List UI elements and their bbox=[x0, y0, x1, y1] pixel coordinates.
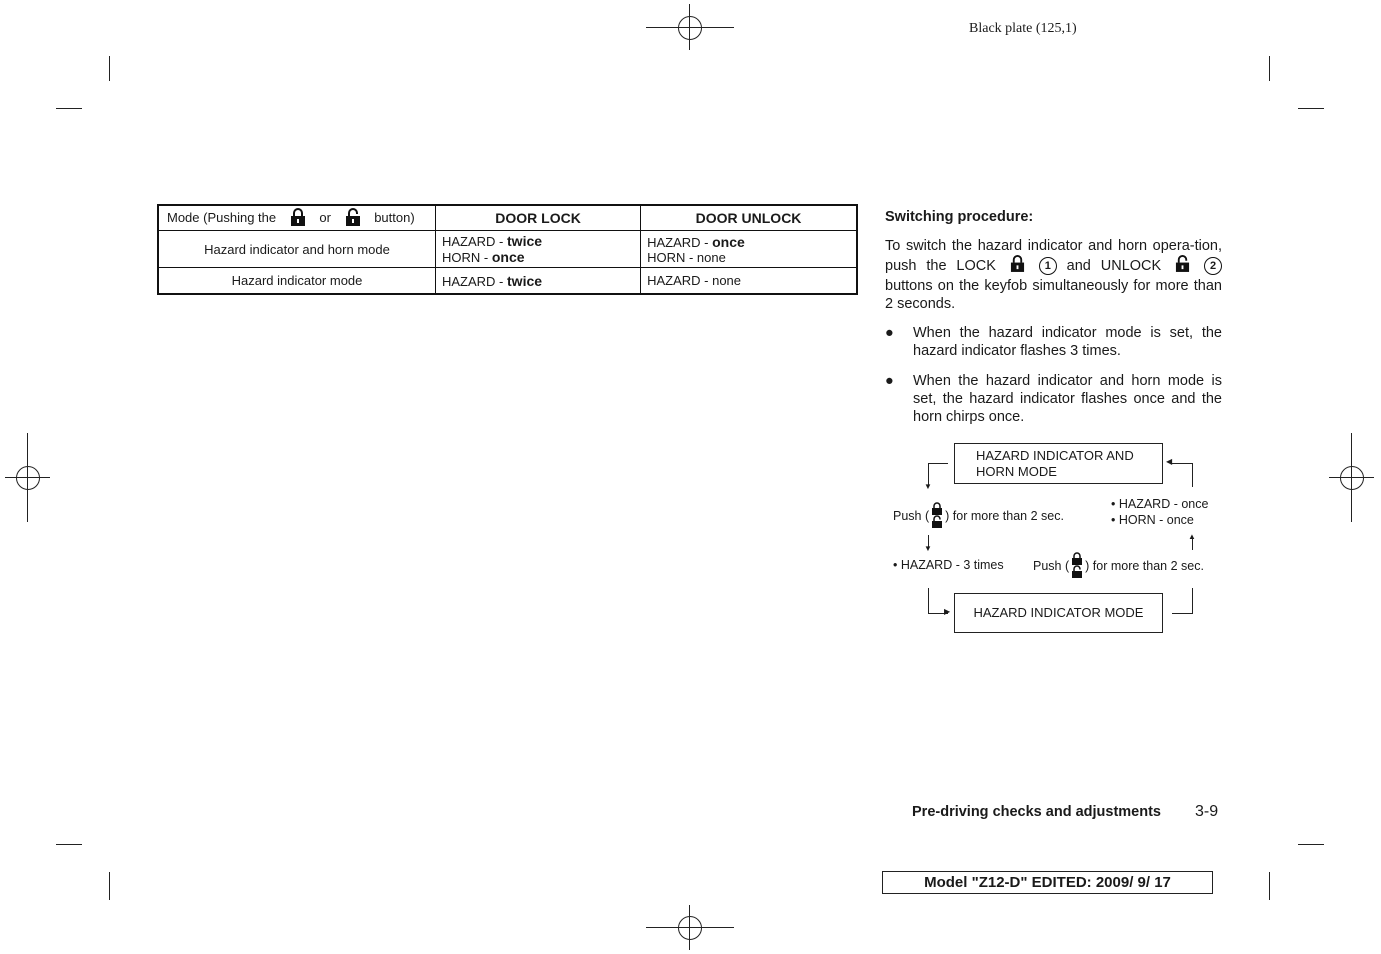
door-lock-header: DOOR LOCK bbox=[436, 205, 641, 231]
unlock-icon bbox=[1175, 255, 1190, 277]
box-label: HAZARD INDICATOR AND bbox=[976, 448, 1134, 463]
push-instruction-right bbox=[1033, 552, 1204, 581]
horn-value: none bbox=[696, 249, 726, 265]
note-hazard-once: • HAZARD - once bbox=[1111, 497, 1209, 511]
bullet-text: When the hazard indicator and horn mode is set, the hazard indicator flashes once and the horn chirps once. bbox=[913, 373, 1222, 425]
lock-cell bbox=[436, 268, 641, 295]
table-header-row bbox=[158, 205, 857, 231]
section-heading: Switching procedure: bbox=[885, 209, 1034, 225]
footer-section-title: Pre-driving checks and adjustments bbox=[912, 804, 1161, 820]
bullet-dot: ● bbox=[885, 373, 894, 389]
box-label: HAZARD INDICATOR MODE bbox=[973, 605, 1144, 620]
note-horn-once: • HORN - once bbox=[1111, 513, 1194, 527]
arrow-right-icon: ▶ bbox=[944, 607, 951, 616]
arrow-up-icon: ▲ bbox=[1188, 532, 1196, 541]
note-hazard-3-times: • HAZARD - 3 times bbox=[893, 558, 1004, 572]
hazard-value: none bbox=[712, 273, 742, 288]
plate-label: Black plate (125,1) bbox=[969, 21, 1077, 36]
arrow-down-icon: ▼ bbox=[924, 482, 932, 491]
hazard-value: twice bbox=[507, 272, 543, 289]
mode-table bbox=[157, 204, 858, 295]
callout-2: 2 bbox=[1204, 257, 1222, 275]
push-text: ) for more than 2 sec. bbox=[945, 508, 1064, 523]
intro-text: buttons on the keyfob simultaneously for more than 2 seconds. bbox=[885, 278, 1222, 312]
unlock-cell bbox=[641, 231, 857, 268]
mode-or: or bbox=[319, 209, 331, 225]
lock-icon bbox=[290, 208, 306, 229]
page-number: 3-9 bbox=[1195, 803, 1219, 820]
box-label: HORN MODE bbox=[976, 464, 1057, 479]
door-unlock-header: DOOR UNLOCK bbox=[641, 205, 857, 231]
hazard-label: HAZARD - bbox=[647, 234, 709, 250]
arrow-down-icon: ▼ bbox=[924, 544, 932, 553]
table-row bbox=[158, 231, 857, 268]
intro-paragraph bbox=[885, 237, 1222, 313]
callout-1: 1 bbox=[1039, 257, 1057, 275]
unlock-cell bbox=[641, 268, 857, 295]
model-edit-line: Model "Z12-D" EDITED: 2009/ 9/ 17 bbox=[882, 871, 1213, 894]
mode-suffix: button) bbox=[374, 209, 415, 225]
hazard-label: HAZARD - bbox=[442, 234, 504, 249]
hazard-label: HAZARD - bbox=[442, 273, 504, 289]
lock-unlock-icon bbox=[931, 502, 943, 531]
push-text: Push ( bbox=[1033, 558, 1070, 573]
mode-prefix: Mode (Pushing the bbox=[167, 209, 277, 225]
horn-value: once bbox=[491, 249, 525, 265]
push-text: Push ( bbox=[893, 508, 930, 523]
switching-procedure bbox=[885, 208, 1222, 438]
list-item bbox=[885, 324, 1222, 360]
bottom-mode-box bbox=[954, 593, 1163, 633]
lock-icon bbox=[1010, 255, 1025, 277]
hazard-value: once bbox=[712, 233, 745, 250]
table-row bbox=[158, 268, 857, 295]
top-mode-box bbox=[954, 443, 1163, 484]
mode-cell: Hazard indicator and horn mode bbox=[158, 231, 436, 268]
mode-cell: Hazard indicator mode bbox=[158, 268, 436, 295]
bullet-dot: ● bbox=[885, 325, 894, 341]
push-text: ) for more than 2 sec. bbox=[1085, 558, 1204, 573]
horn-label: HORN - bbox=[442, 250, 489, 265]
push-instruction-left bbox=[893, 502, 1064, 531]
bullet-text: When the hazard indicator mode is set, the hazard indicator flashes 3 times. bbox=[913, 325, 1222, 359]
mode-column-header bbox=[158, 205, 436, 231]
lock-unlock-icon bbox=[1071, 552, 1083, 581]
lock-cell bbox=[436, 231, 641, 268]
intro-text: and UNLOCK bbox=[1066, 257, 1162, 274]
unlock-icon bbox=[345, 208, 361, 229]
horn-label: HORN - bbox=[647, 249, 694, 265]
hazard-label: HAZARD - bbox=[647, 273, 709, 288]
intro-text: To switch the hazard indicator and horn opera-tion, push the LOCK bbox=[885, 238, 1222, 274]
list-item bbox=[885, 372, 1222, 426]
hazard-value: twice bbox=[507, 233, 543, 249]
arrow-left-icon: ◀ bbox=[1166, 457, 1173, 466]
